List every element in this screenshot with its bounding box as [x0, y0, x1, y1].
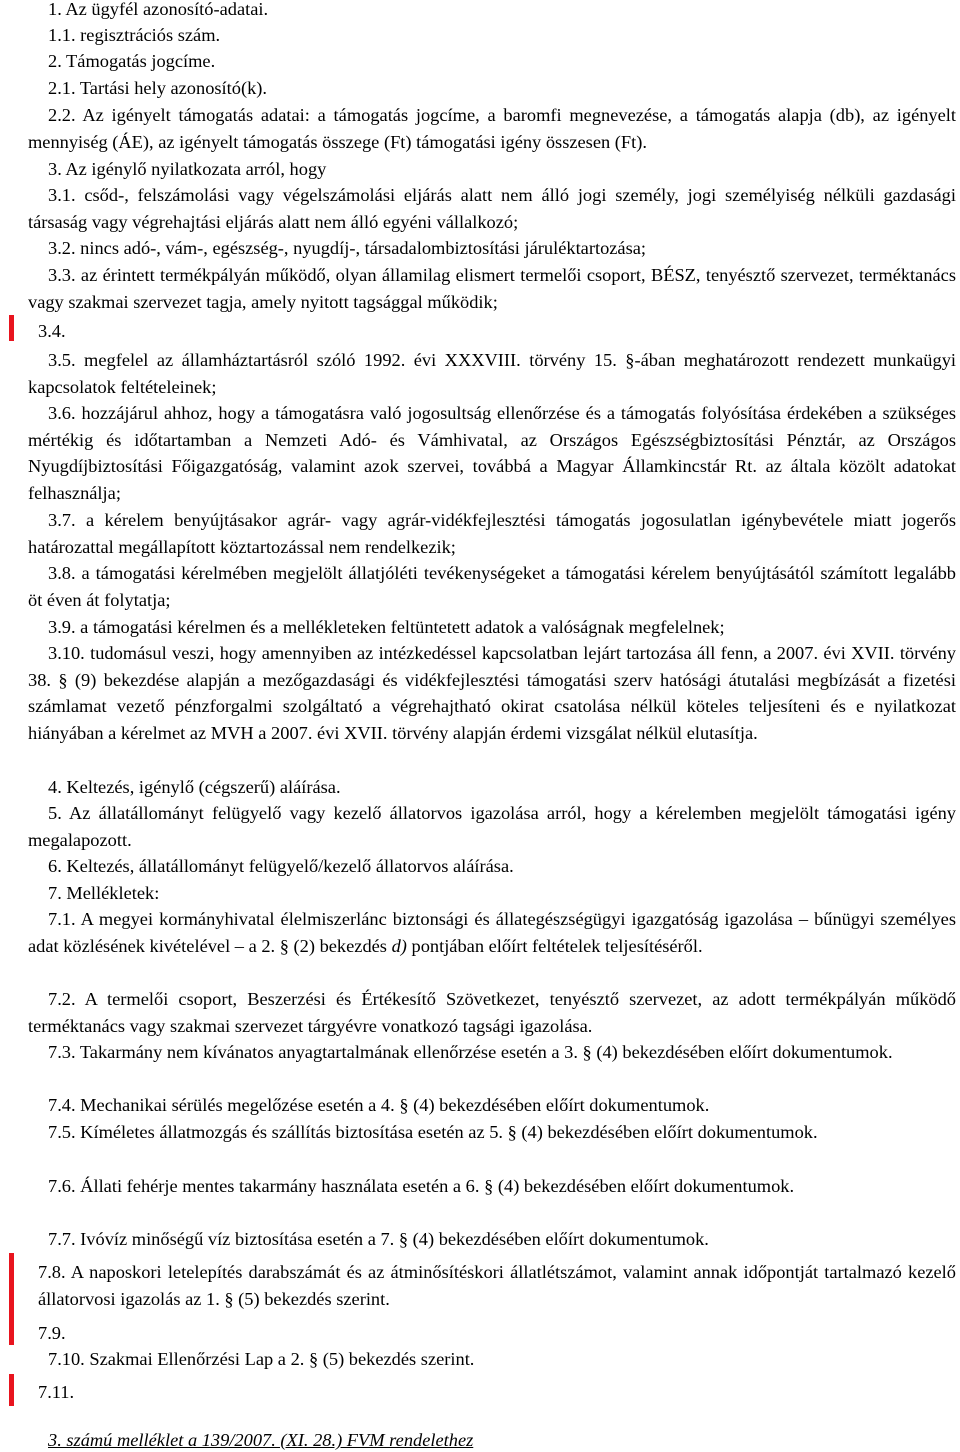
item-7-1-text-a: 7.1. A megyei kormányhivatal élelmiszerlánc biztonsági és állategészségügyi igazgatóság igazolása – bűnügyi személyes adat közlésének kivételével – a 2. § (2) bekezdés [28, 909, 956, 956]
item-4: 4. Keltezés, igénylő (cégszerű) aláírása. [48, 777, 341, 797]
item-3-9: 3.9. a támogatási kérelmen és a mellékleteken feltüntetett adatok a valóságnak megfelelnek; [48, 617, 725, 637]
change-bar [9, 315, 14, 341]
item-3-5: 3.5. megfelel az államháztartásról szóló 1992. évi XXXVIII. törvény 15. §-ában meghatározott rendezett munkaügyi kapcsolatok feltételeinek; [28, 350, 956, 397]
item-7-8: 7.8. A naposkori letelepítés darabszámát és az átminősítéskori állatlétszámot, valamint annak időpontját tartalmazó kezelő állatorvosi igazolás az 1. § (5) bekezdés szerint. [38, 1262, 956, 1309]
item-1-1: 1.1. regisztrációs szám. [48, 25, 221, 45]
item-3-7: 3.7. a kérelem benyújtásakor agrár- vagy agrár-vidékfejlesztési támogatás jogosulatlan igénybevétele miatt jogerős határozattal megállapított köztartozással nem rendelkezik; [28, 510, 956, 557]
item-3-1: 3.1. csőd-, felszámolási vagy végelszámolási eljárás alatt nem álló jogi személy, jogi személyiség nélküli gazdasági társaság vagy végrehajtási eljárás alatt nem álló egyéni vállalkozó; [28, 185, 956, 232]
item-7-2: 7.2. A termelői csoport, Beszerzési és Értékesítő Szövetkezet, tenyésztő szervezet, az adott termékpályán működő terméktanács vagy szakmai szervezet tárgyévre vonatkozó tagsági igazolása. [28, 989, 956, 1036]
item-7-7: 7.7. Ivóvíz minőségű víz biztosítása esetén a 7. § (4) bekezdésében előírt dokumentumok. [48, 1229, 709, 1249]
item-7-11: 7.11. [38, 1382, 75, 1402]
item-7-1 [28, 906, 956, 959]
item-3-3: 3.3. az érintett termékpályán működő, olyan államilag elismert termelői csoport, BÉSZ, tenyésztő szervezet, terméktanács vagy szakmai szervezet tagja, amely nyitott tagsággal működik; [28, 265, 956, 312]
item-7-9: 7.9. [38, 1323, 66, 1343]
item-2-1: 2.1. Tartási hely azonosító(k). [48, 78, 268, 98]
item-7: 7. Mellékletek: [48, 883, 160, 903]
item-3-10: 3.10. tudomásul veszi, hogy amennyiben az intézkedéssel kapcsolatban lejárt tartozása áll fenn, a 2007. évi XVII. törvény 38. § (9) bekezdése alapján a mezőgazdasági és vidékfejlesztési támogatási szerv hatósági átutalási megbízását a fizetési számlamat vezető pénzforgalmi szolgáltató a végrehajtható okirat csatolása nélkül köteles teljesíteni és e nyilatkozat hiányában a kérelmet az MVH a 2007. évi XVII. törvény alapján érdemi vizsgálat nélkül elutasítja. [28, 643, 956, 743]
item-3-6: 3.6. hozzájárul ahhoz, hogy a támogatásra való jogosultság ellenőrzése és a támogatás folyósítása érdekében a szükséges mértékig és időtartamban a Nemzeti Adó- és Vámhivatal, az Országos Egészségbiztosítási Pénztár, az Országos Nyugdíjbiztosítási Főigazgatóság, valamint azok szervei, továbbá a Magyar Államkincstár Rt. az általa közölt adatokat felhasználja; [28, 403, 956, 503]
item-7-6: 7.6. Állati fehérje mentes takarmány használata esetén a 6. § (4) bekezdésében előírt dokumentumok. [48, 1176, 795, 1196]
item-7-1-text-c: pontjában előírt feltételek teljesítéséről. [406, 935, 703, 956]
item-1: 1. Az ügyfél azonosító-adatai. [48, 0, 269, 19]
item-3-2: 3.2. nincs adó-, vám-, egészség-, nyugdíj-, társadalombiztosítási járuléktartozása; [48, 238, 647, 258]
item-7-10: 7.10. Szakmai Ellenőrzési Lap a 2. § (5) bekezdés szerint. [48, 1349, 475, 1369]
change-bar [9, 1374, 14, 1406]
item-2: 2. Támogatás jogcíme. [48, 51, 216, 71]
item-7-3: 7.3. Takarmány nem kívánatos anyagtartalmának ellenőrzése esetén a 3. § (4) bekezdésében előírt dokumentumok. [48, 1042, 893, 1062]
page-footer: 3. számú melléklet a 139/2007. (XI. 28.) FVM rendelethez [48, 1430, 474, 1450]
item-3: 3. Az igénylő nyilatkozata arról, hogy [48, 159, 327, 179]
item-2-2: 2.2. Az igényelt támogatás adatai: a támogatás jogcíme, a baromfi megnevezése, a támogatás alapja (db), az igényelt mennyiség (ÁE), az igényelt támogatás összege (Ft) támogatási igény összesen (Ft). [28, 105, 956, 152]
item-3-8: 3.8. a támogatási kérelmében megjelölt állatjóléti tevékenységeket a támogatási kérelem benyújtásától számított legalább öt éven át folytatja; [28, 563, 956, 610]
item-7-4: 7.4. Mechanikai sérülés megelőzése esetén a 4. § (4) bekezdésében előírt dokumentumok. [48, 1095, 710, 1115]
change-bar [9, 1253, 14, 1345]
item-6: 6. Keltezés, állatállományt felügyelő/kezelő állatorvos aláírása. [48, 856, 514, 876]
item-7-5: 7.5. Kíméletes állatmozgás és szállítás biztosítása esetén az 5. § (4) bekezdésében előírt dokumentumok. [48, 1122, 818, 1142]
item-7-1-text-b: d) [391, 935, 407, 956]
item-3-4: 3.4. [38, 321, 66, 341]
item-5: 5. Az állatállományt felügyelő vagy kezelő állatorvos igazolása arról, hogy a kérelemben megjelölt támogatási igény megalapozott. [28, 803, 956, 850]
